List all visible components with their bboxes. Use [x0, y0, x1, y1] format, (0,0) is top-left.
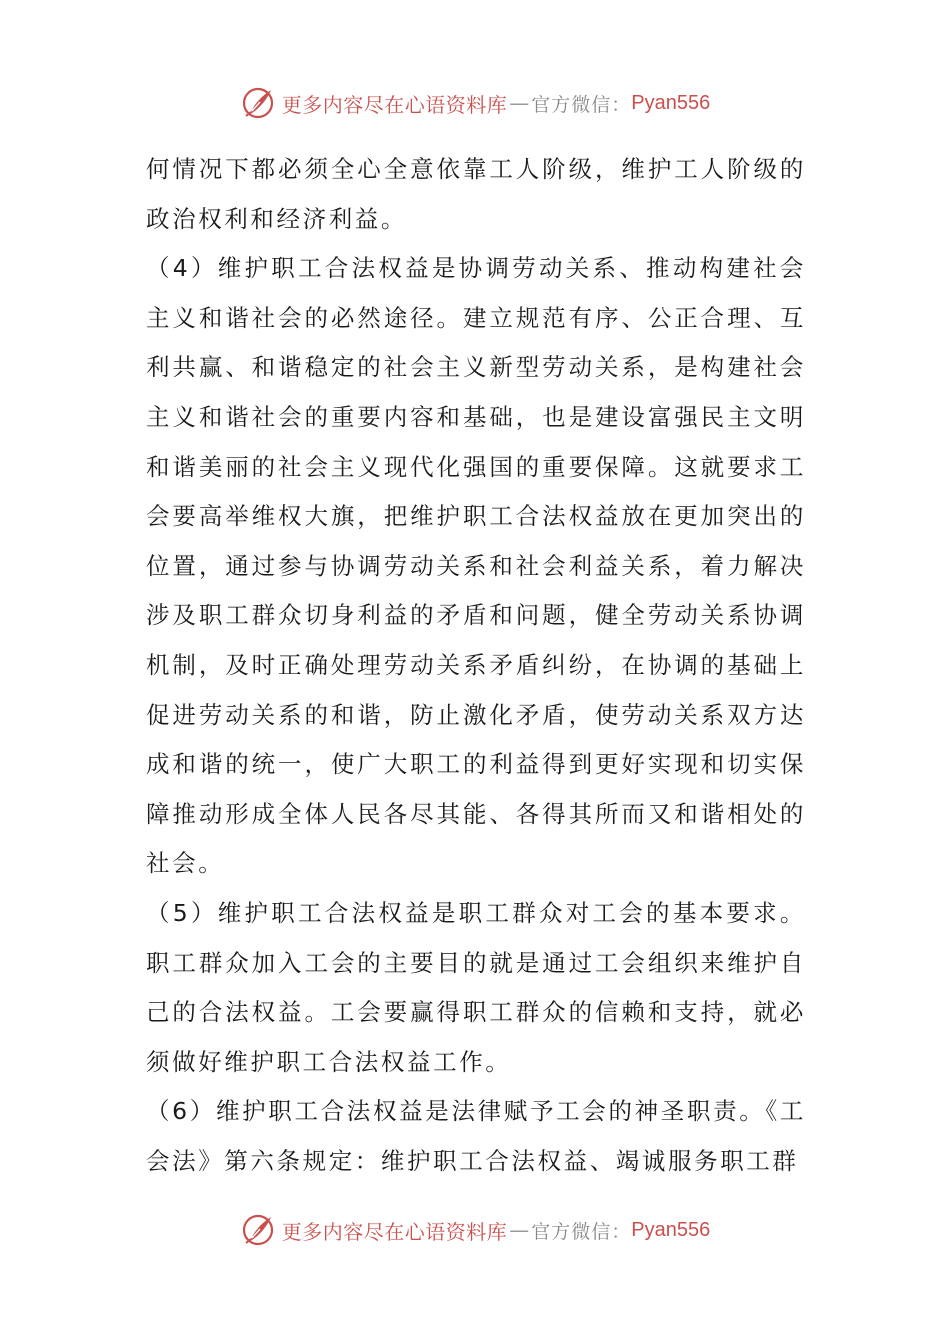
banner-main-text: 更多内容尽在心语资料库 — [281, 92, 508, 117]
document-body — [146, 145, 806, 1186]
paragraph-continuation: 何情况下都必须全心全意依靠工人阶级，维护工人阶级的政治权利和经济利益。 — [146, 155, 806, 233]
banner-main-text: 更多内容尽在心语资料库 — [281, 1219, 508, 1244]
footer-watermark-banner — [0, 1205, 950, 1255]
banner-wechat-id: Pyan556 — [631, 91, 711, 114]
banner-wechat-label: 官方微信： — [531, 1220, 632, 1243]
banner-dash: — — [509, 1218, 530, 1242]
quill-pen-logo-icon — [240, 85, 276, 121]
paragraph-item-4: （4）维护职工合法权益是协调劳动关系、推动构建社会主义和谐社会的必然途径。建立规范有序、公正合理、互利共赢、和谐稳定的社会主义新型劳动关系，是构建社会主义和谐社会的重要内容和基础，也是建设富强民主文明和谐美丽的社会主义现代化强国的重要保障。这就要求工会要高举维权大旗，把维护职工合法权益放在更加突出的位置，通过参与协调劳动关系和社会利益关系，着力解决涉及职工群众切身利益的矛盾和问题，健全劳动关系协调机制，及时正确处理劳动关系矛盾纠纷，在协调的基础上促进劳动关系的和谐，防止激化矛盾，使劳动关系双方达成和谐的统一，使广大职工的利益得到更好实现和切实保障推动形成全体人民各尽其能、各得其所而又和谐相处的社会。 — [146, 254, 806, 878]
paragraph-item-6: （6）维护职工合法权益是法律赋予工会的神圣职责。《工会法》第六条规定：维护职工合法权益、竭诚服务职工群 — [146, 1097, 806, 1175]
banner-dash: — — [509, 91, 530, 115]
quill-pen-logo-icon — [240, 1212, 276, 1248]
banner-wechat-label: 官方微信： — [531, 93, 632, 116]
banner-wechat-id: Pyan556 — [631, 1218, 711, 1241]
header-watermark-banner — [0, 78, 950, 128]
paragraph-item-5: （5）维护职工合法权益是职工群众对工会的基本要求。职工群众加入工会的主要目的就是通过工会组织来维护自己的合法权益。工会要赢得职工群众的信赖和支持，就必须做好维护职工合法权益工作。 — [146, 898, 806, 1076]
